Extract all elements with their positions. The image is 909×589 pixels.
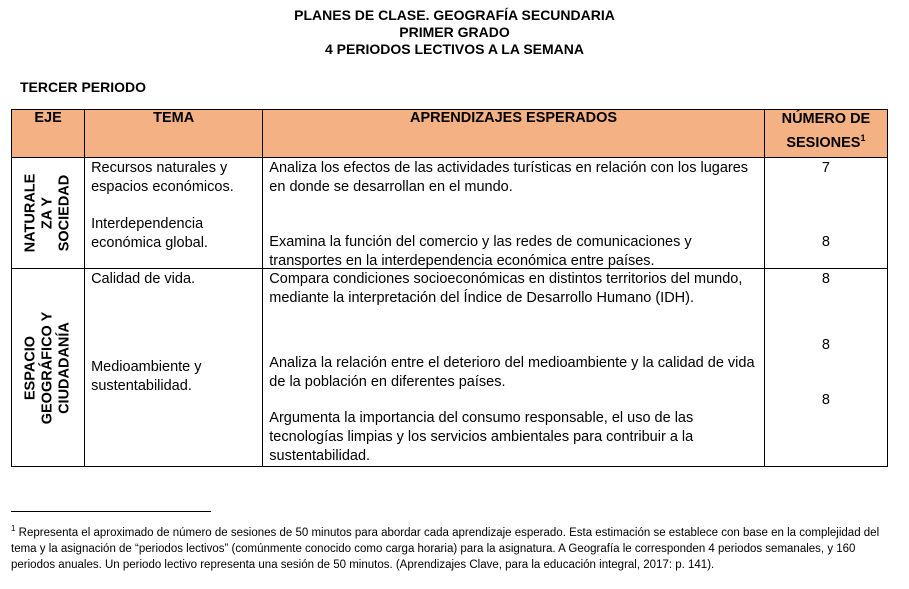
eje-cell [12,269,85,467]
table-header-row [12,110,888,158]
sesiones-value: 8 [821,271,830,287]
aprendizaje-text: Analiza los efectos de las actividades turísticas en relación con los lugares en donde se desarrollan en el mundo. [269,160,749,195]
grade-subtitle: PRIMER GRADO [399,24,510,40]
aprendizaje-text: Compara condiciones socioeconómicas en distintos territorios del mundo, mediante la interpretación del Índice de Desarrollo Humano (IDH). [269,271,743,306]
periods-subtitle: 4 PERIODOS LECTIVOS A LA SEMANA [324,41,585,57]
aprendizajes-cell [263,269,765,467]
sesiones-cell [764,158,887,269]
eje-label: NATURALE ZA Y SOCIEDAD [22,173,73,253]
sesiones-cell [764,269,887,467]
tema-cell [85,158,263,269]
footnote-text: Representa el aproximado de número de sesiones de 50 minutos para abordar cada aprendizaje esperado. Esta estimación se establece con base en la complejidad del tema y la asignación de “periodos lectivos” (comúnmente conocido como carga horaria) para la asignatura. A Geografía le corresponden 4 periodos semanales, y 160 periodos anuales. Un periodo lectivo representa una sesión de 50 minutos. (Aprendizajes Clave, para la educación integral, 2017: p. 141). [11,526,880,571]
eje-label: ESPACIO GEOGRÁFICO Y CIUDADANÍA [22,311,73,424]
sesiones-value: 8 [821,337,830,353]
tema-cell [85,269,263,467]
aprendizajes-cell [263,158,765,269]
tema-text: Interdependencia económica global. [91,216,208,251]
tema-text: Medioambiente y sustentabilidad. [91,359,202,394]
table-row [12,269,888,467]
header-numero-sesiones [764,110,887,158]
period-heading: TERCER PERIODO [20,79,147,95]
footnote-separator [11,511,211,512]
eje-cell [12,158,85,269]
sesiones-value: 8 [821,392,830,408]
lesson-plan-table [11,109,888,467]
aprendizaje-text: Examina la función del comercio y las redes de comunicaciones y transportes en la interdependencia económica entre países. [269,234,692,269]
sesiones-value: 8 [821,234,830,250]
aprendizaje-text: Argumenta la importancia del consumo responsable, el uso de las tecnologías limpias y los servicios ambientales para contribuir a la sustentabilidad. [269,410,694,464]
footnote [11,521,891,573]
header-numero-line2: SESIONES [786,134,861,151]
header-numero-line1: NÚMERO DE [781,111,871,127]
header-tema: TEMA [85,110,263,158]
document-title: PLANES DE CLASE. GEOGRAFÍA SECUNDARIA [294,7,615,23]
tema-text: Recursos naturales y espacios económicos. [91,160,234,195]
table-row [12,158,888,269]
footnote-marker: 1 [11,524,16,533]
footnote-ref: 1 [860,133,866,143]
header-aprendizajes: APRENDIZAJES ESPERADOS [263,110,765,158]
header-eje: EJE [12,110,85,158]
tema-text: Calidad de vida. [91,271,196,287]
aprendizaje-text: Analiza la relación entre el deterioro del medioambiente y la calidad de vida de la población en diferentes países. [269,355,755,390]
sesiones-value: 7 [821,160,830,176]
